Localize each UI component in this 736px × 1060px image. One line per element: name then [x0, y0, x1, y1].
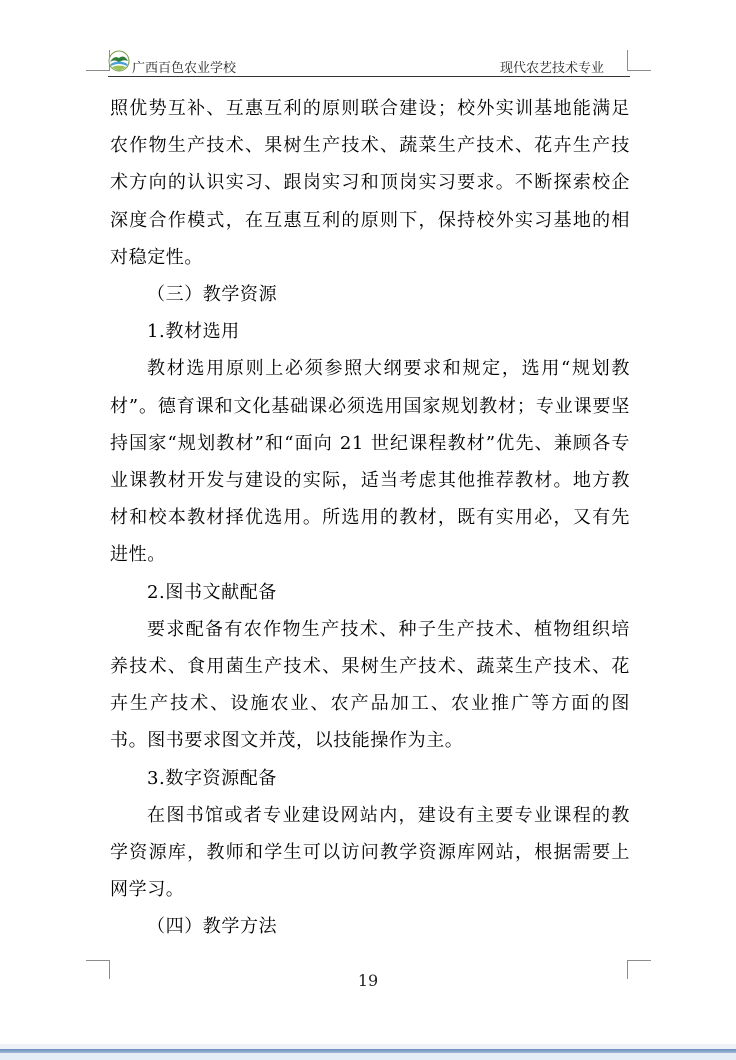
paragraph-textbook-selection: 教材选用原则上必须参照大纲要求和规定，选用“规划教材”。德育课和文化基础课必须选用国家规划教材；专业课要坚持国家“规划教材”和“面向 21 世纪课程教材”优先、兼顾各专业课教材开发与建设的实际，适当考虑其他推荐教材。地方教材和校本教材择优选用。所选用的教材，既有实用必，又有先进性。	[110, 358, 630, 566]
subheading-library-resources: 2.图书文献配备	[147, 581, 277, 603]
school-name: 广西百色农业学校	[132, 61, 237, 76]
subheading-textbook-selection: 1.教材选用	[147, 321, 240, 343]
school-logo-icon	[108, 50, 130, 72]
subheading-digital-resources: 3.数字资源配备	[147, 767, 277, 789]
document-body	[110, 90, 630, 946]
paragraph-library-resources: 要求配备有农作物生产技术、种子生产技术、植物组织培养技术、食用菌生产技术、果树生产技术、蔬菜生产技术、花卉生产技术、设施农业、农产品加工、农业推广等方面的图书。图书要求图文并茂，以技能操作为主。	[110, 618, 630, 752]
paragraph-intro: 照优势互补、互惠互利的原则联合建设；校外实训基地能满足农作物生产技术、果树生产技术、蔬菜生产技术、花卉生产技术方向的认识实习、跟岗实习和顶岗实习要求。不断探索校企深度合作模式，在互惠互利的原则下，保持校外实习基地的相对稳定性。	[110, 98, 630, 268]
crop-mark-top-right	[627, 50, 651, 71]
crop-mark-top-left	[86, 50, 110, 71]
section-heading-teaching-methods: （四）教学方法	[147, 916, 278, 938]
page-number: 19	[357, 971, 379, 990]
program-name: 现代农艺技术专业	[499, 61, 604, 76]
section-heading-teaching-resources: （三）教学资源	[147, 284, 278, 306]
paragraph-digital-resources: 在图书馆或者专业建设网站内，建设有主要专业课程的教学资源库，教师和学生可以访问教学资源库网站，根据需要上网学习。	[110, 804, 630, 901]
page-header	[108, 48, 630, 77]
window-bottom-edge	[0, 1044, 736, 1060]
